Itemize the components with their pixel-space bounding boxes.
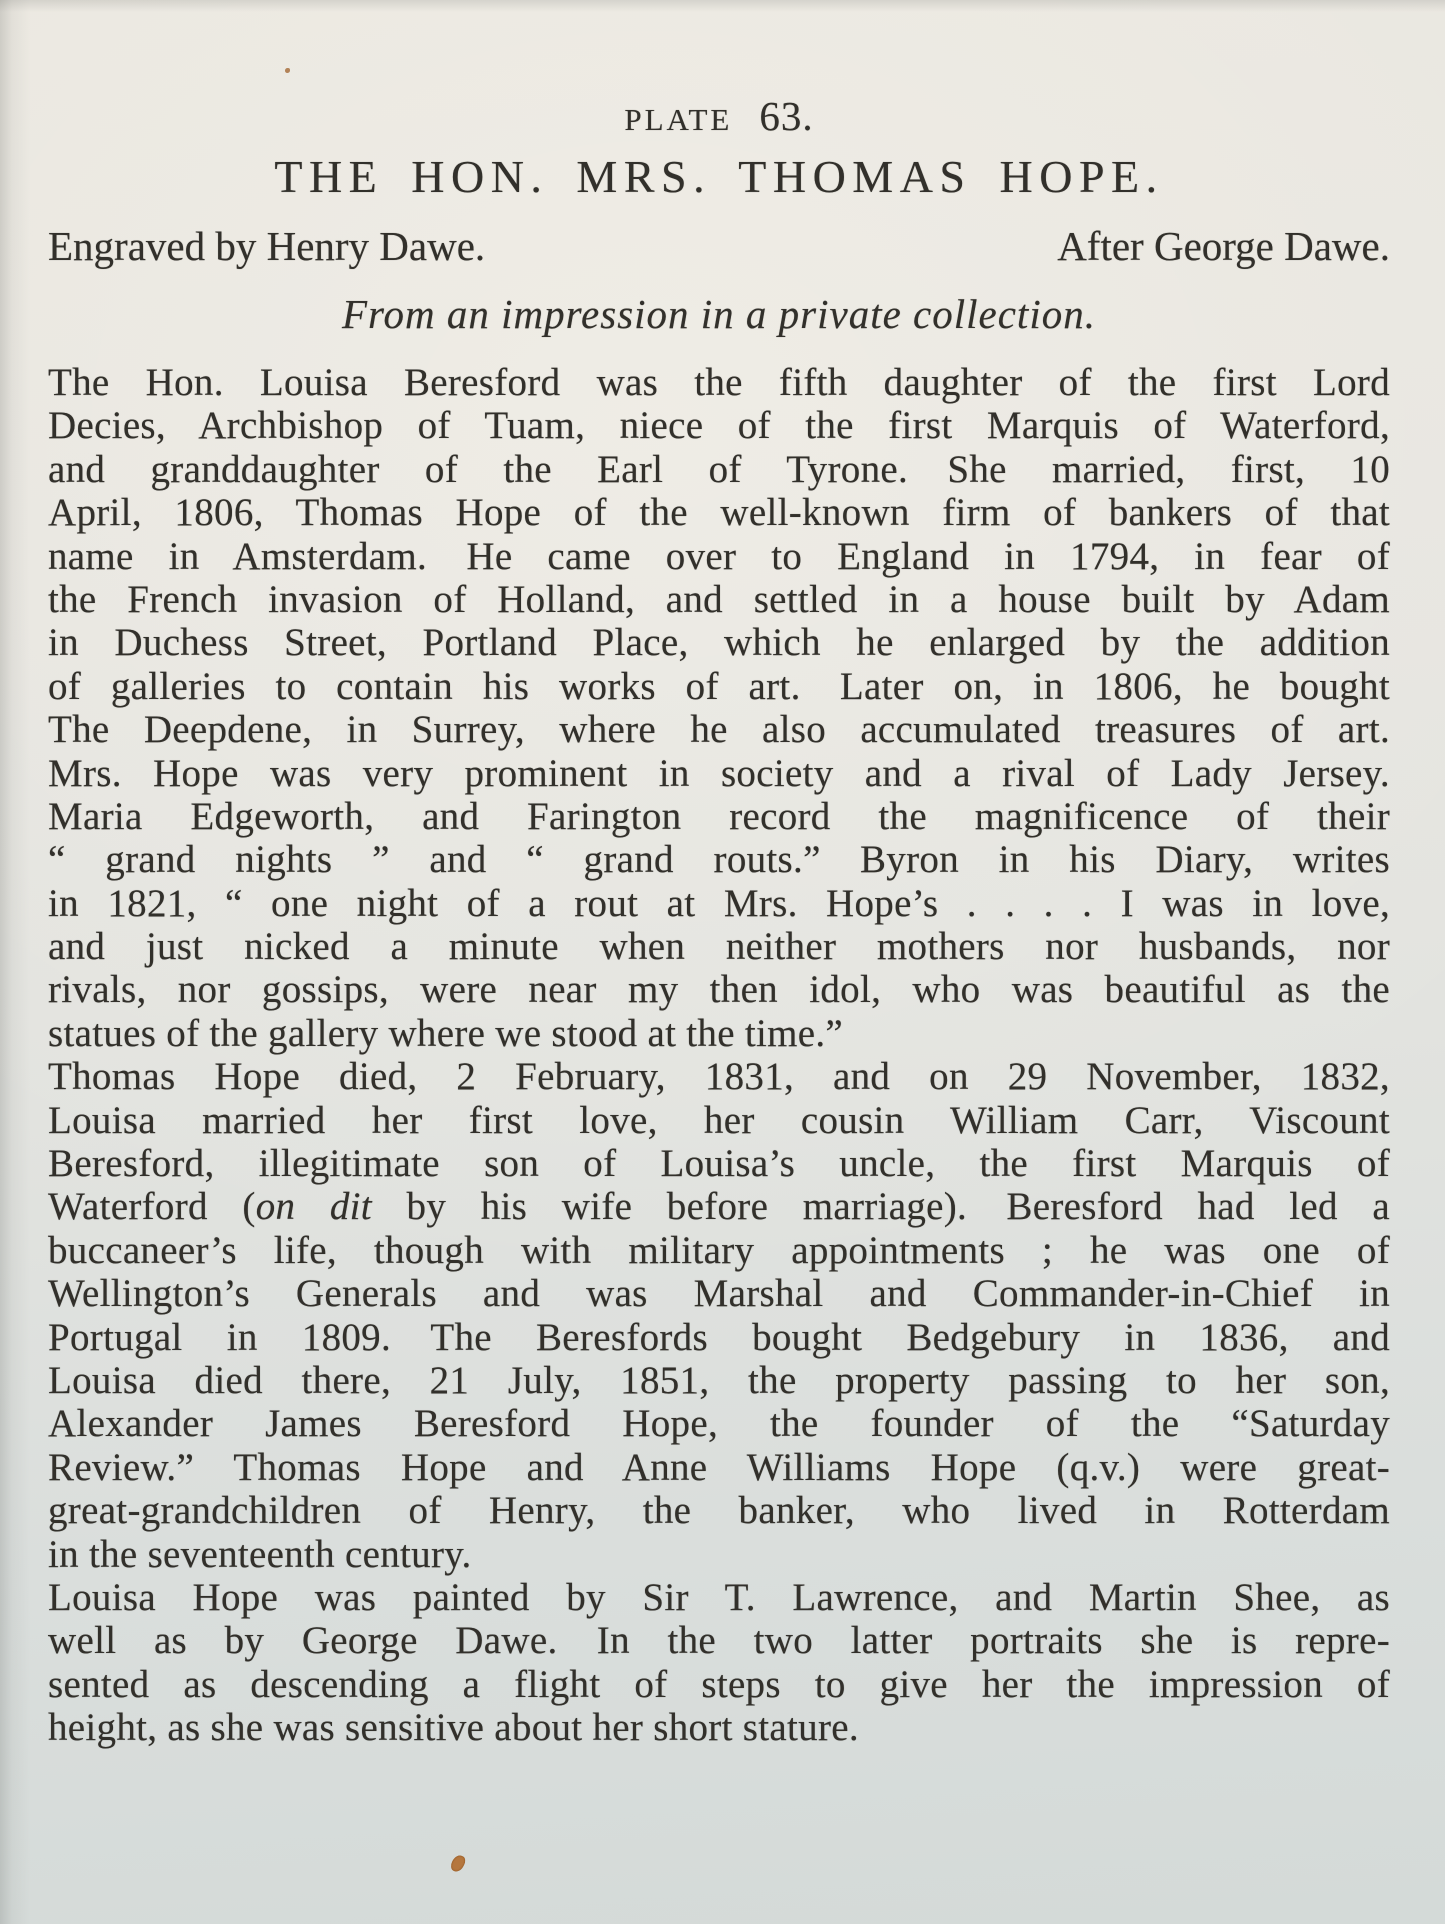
italic-phrase: on dit xyxy=(255,1185,372,1229)
text-line: Decies, Archbishop of Tuam, niece of the first Marquis of Waterford, xyxy=(48,404,1390,448)
text-line: statues of the gallery where we stood at the time.” xyxy=(48,1011,844,1055)
text-fragment: Waterford ( xyxy=(48,1185,256,1229)
text-line: Portugal in 1809. The Beresfords bought Bedgebury in 1836, and xyxy=(48,1315,1390,1359)
text-line: Louisa married her first love, her cousin William Carr, Viscount xyxy=(48,1098,1390,1142)
text-line: Thomas Hope died, 2 February, 1831, and on 29 November, 1832, xyxy=(48,1055,1390,1099)
paragraph xyxy=(48,1576,1390,1750)
text-line: well as by George Dawe. In the two latter portraits she is repre- xyxy=(48,1619,1390,1663)
text-line: Louisa died there, 21 July, 1851, the property passing to her son, xyxy=(48,1358,1390,1402)
plate-word: PLATE xyxy=(624,102,733,137)
text-line: The Hon. Louisa Beresford was the fifth daughter of the first Lord xyxy=(48,361,1390,404)
text-line: Review.” Thomas Hope and Anne Williams Hope (q.v.) were great- xyxy=(48,1445,1390,1489)
text-line: and granddaughter of the Earl of Tyrone. She married, first, 10 xyxy=(48,447,1390,491)
text-line: Mrs. Hope was very prominent in society and a rival of Lady Jersey. xyxy=(48,751,1390,795)
paragraph xyxy=(48,361,1390,1055)
page-title: THE HON. MRS. THOMAS HOPE. xyxy=(274,151,1164,202)
text-line: April, 1806, Thomas Hope of the well-known firm of bankers of that xyxy=(48,491,1390,535)
text-line: name in Amsterdam. He came over to England in 1794, in fear of xyxy=(48,534,1390,578)
text-line: “ grand nights ” and “ grand routs.” Byron in his Diary, writes xyxy=(48,838,1390,882)
source-note: From an impression in a private collection. xyxy=(342,291,1096,337)
text-line: Maria Edgeworth, and Farington record the magnificence of their xyxy=(48,794,1390,838)
text-line: Alexander James Beresford Hope, the founder of the “Saturday xyxy=(48,1402,1390,1446)
text-line: in the seventeenth century. xyxy=(48,1532,472,1576)
plate-label xyxy=(48,92,1390,140)
text-line: height, as she was sensitive about her short stature. xyxy=(48,1706,859,1750)
text-line: buccaneer’s life, though with military appointments ; he was one of xyxy=(48,1228,1390,1272)
text-fragment: by his wife before marriage). Beresford had led a xyxy=(371,1185,1390,1229)
text-line: The Deepdene, in Surrey, where he also accumulated treasures of art. xyxy=(48,708,1390,752)
body-text xyxy=(48,361,1390,1750)
text-line: the French invasion of Holland, and settled in a house built by Adam xyxy=(48,577,1390,621)
plate-number: 63. xyxy=(759,93,814,139)
text-line: Louisa Hope was painted by Sir T. Lawrence, and Martin Shee, as xyxy=(48,1575,1390,1619)
text-line: in 1821, “ one night of a rout at Mrs. Hope’s . . . . I was in love, xyxy=(48,881,1390,925)
text-line: Beresford, illegitimate son of Louisa’s uncle, the first Marquis of xyxy=(48,1142,1390,1186)
text-line: rivals, nor gossips, were near my then idol, who was beautiful as the xyxy=(48,968,1390,1012)
text-line: Wellington’s Generals and was Marshal and Commander-in-Chief in xyxy=(48,1272,1390,1316)
paragraph xyxy=(48,1055,1390,1576)
text-line: great-grandchildren of Henry, the banker, who lived in Rotterdam xyxy=(48,1489,1390,1533)
text-line: and just nicked a minute when neither mothers nor husbands, nor xyxy=(48,925,1390,969)
after-credit: After George Dawe. xyxy=(1057,223,1390,269)
text-line: of galleries to contain his works of art. Later on, in 1806, he bought xyxy=(48,664,1390,708)
engraver-credit: Engraved by Henry Dawe. xyxy=(48,223,486,269)
text-line: sented as descending a flight of steps to give her the impression of xyxy=(48,1662,1390,1706)
byline-row xyxy=(48,222,1390,270)
paper-speck-icon xyxy=(449,1853,468,1874)
text-line xyxy=(48,1185,1390,1228)
paper-speck-icon xyxy=(285,68,290,73)
text-line: in Duchess Street, Portland Place, which he enlarged by the addition xyxy=(48,621,1390,665)
